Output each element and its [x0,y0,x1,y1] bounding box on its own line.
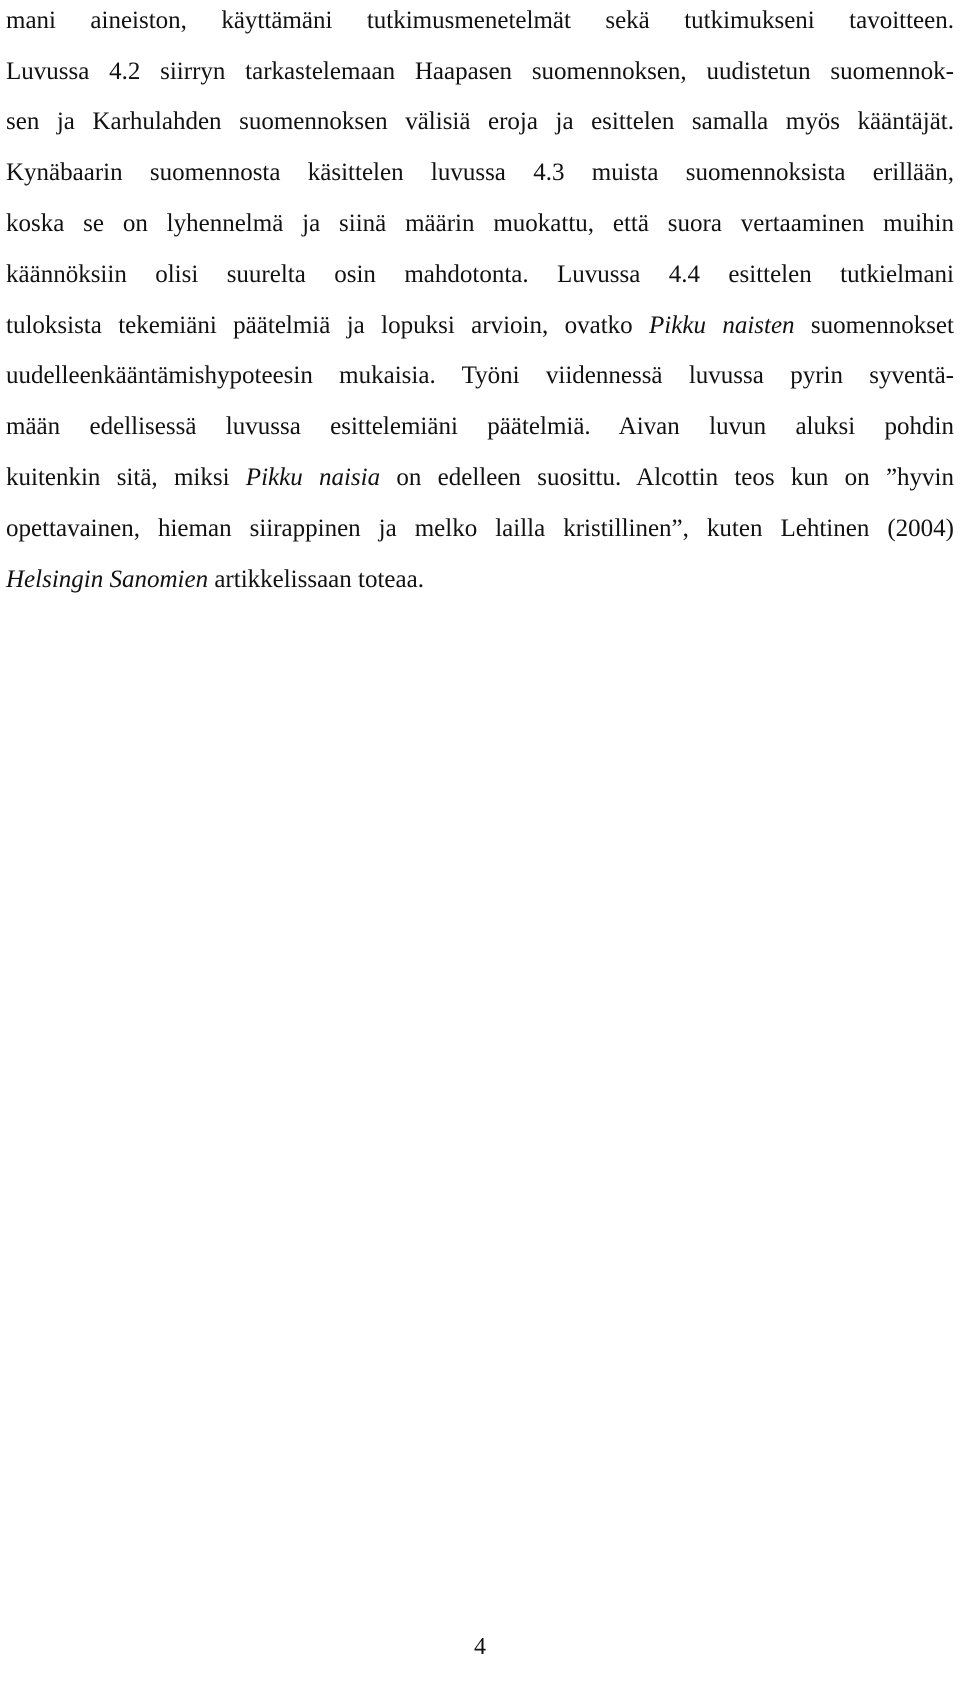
text-line [6,260,954,290]
text-segment: tuloksista tekemiäni päätelmiä ja lopuksi arvioin, ovatko [6,312,650,339]
text-segment: suomennokset [794,312,954,339]
italic-title: Pikku naisten [649,312,795,339]
text-line [6,107,954,137]
text-segment: kuitenkin sitä, miksi [6,464,246,491]
text-segment: Kynäbaarin suomennosta käsittelen luvussa 4.3 muista suomennoksista erillään, [6,159,954,186]
page-number: 4 [474,1634,486,1660]
text-line [6,361,954,391]
italic-title: Helsingin Sanomien [6,566,209,593]
text-segment: mani aineiston, käyttämäni tutkimusmenetelmät sekä tutkimukseni tavoitteen. [6,7,954,34]
text-segment: koska se on lyhennelmä ja siinä määrin muokattu, että suora vertaaminen muihin [6,210,954,237]
text-segment: on edelleen suosittu. Alcottin teos kun on ”hyvin [380,464,954,491]
text-line [6,6,954,36]
text-line [6,209,954,239]
text-segment: Luvussa 4.2 siirryn tarkastelemaan Haapasen suomennoksen, uudistetun suomennok- [6,58,954,85]
text-line [6,412,954,442]
text-segment: opettavainen, hieman siirappinen ja melko lailla kristillinen”, kuten Lehtinen (2004) [6,515,954,542]
italic-title: Pikku naisia [245,464,381,491]
text-segment: uudelleenkääntämishypoteesin mukaisia. Työni viidennessä luvussa pyrin syventä- [6,362,954,389]
text-line [6,57,954,87]
text-segment: mään edellisessä luvussa esittelemiäni päätelmiä. Aivan luvun aluksi pohdin [6,413,954,440]
text-line [6,311,954,341]
text-line [6,158,954,188]
text-line [6,565,954,595]
text-line [6,463,954,493]
text-line [6,514,954,544]
text-segment: artikkelissaan toteaa. [208,566,424,593]
text-segment: käännöksiin olisi suurelta osin mahdotonta. Luvussa 4.4 esittelen tutkielmani [6,261,954,288]
text-segment: sen ja Karhulahden suomennoksen välisiä eroja ja esittelen samalla myös kääntäjät. [6,108,954,135]
